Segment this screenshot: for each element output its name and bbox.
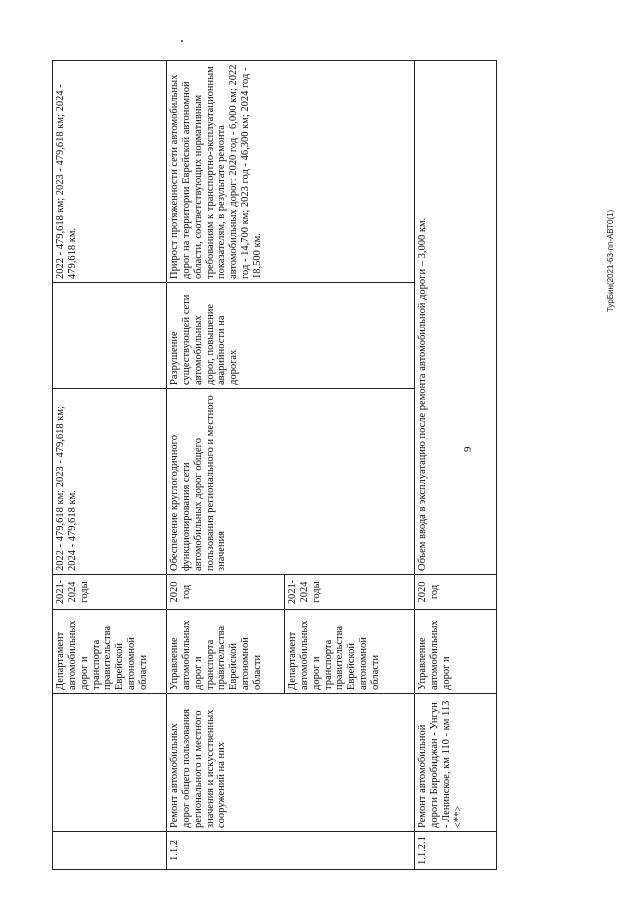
table-row-1-1-2-1 [415, 61, 497, 870]
cell-measure-name: Ремонт автомобильной дороги Биробиджан - Унгун - Ленинское, км 110 - км 113 <**> [415, 694, 497, 832]
cell-measure-name: Ремонт автомобильных дорог общего пользования регионального и местного значения и искусственных сооружений на них [167, 694, 415, 832]
cell-executor-2020: Управление автомобильных дорог и транспорта правительства Еврейской автономной области [167, 610, 285, 694]
cell-empty-number [53, 832, 167, 870]
cell-period: 2020 год [415, 575, 497, 610]
cell-indicator: 2022 - 479,618 км; 2023 - 479,618 км; 2024 - 479,618 км. [53, 61, 167, 283]
cell-consequence: Разрушение существующей сети автомобильных дорог, повышение аварийности на дорогах [167, 283, 415, 389]
page-number: 9 [462, 446, 474, 452]
cell-period-2021: 2021-2024 годы [285, 575, 415, 610]
rotated-table-wrapper [52, 61, 496, 870]
cell-executor-2021: Департамент автомобильных дорог и транспорта правительства Еврейской автономной области [285, 610, 415, 694]
cell-indicator: Прирост протяженности сети автомобильных дорог на территории Еврейской автономной области, соответствующих нормативным требованиям к транспортно-эксплуатационным показателям, в результате ремонта автомобильных дорог: 2020 год - 6,000 км; 2022 год - 14,700 км; 2023 год - 46,300 км; 2024 год - 18,500 км. [167, 61, 415, 283]
cell-result: 2022 - 479,618 км; 2023 - 479,618 км; 2024 - 479,618 км. [53, 389, 167, 575]
table-row-1-1-2-a [167, 61, 285, 870]
cell-result: Объем ввода в эксплуатацию после ремонта автомобильной дороги – 3,000 км. [415, 61, 497, 575]
cell-result: Обеспечение круглогодичного функционирования сети автомобильных дорог общего пользования регионального и местного значения [167, 389, 415, 575]
table-row-top [53, 61, 167, 870]
program-measures-table [52, 60, 497, 870]
cell-period-2020: 2020 год [167, 575, 285, 610]
scan-dot [181, 40, 183, 42]
cell-executor: Управление автомобильных дорог и [415, 610, 497, 694]
cell-number: 1.1.2.1 [415, 832, 497, 870]
cell-period: 2021-2024 годы [53, 575, 167, 610]
cell-executor: Департамент автомобильных дорог и транспорта правительства Еврейской автономной области [53, 610, 167, 694]
document-footer-code: ТурБин(2021-63-пп-АВТ0(1) [606, 209, 615, 312]
cell-empty-consequence [53, 283, 167, 389]
cell-empty-name [53, 694, 167, 832]
cell-number: 1.1.2 [167, 832, 415, 870]
